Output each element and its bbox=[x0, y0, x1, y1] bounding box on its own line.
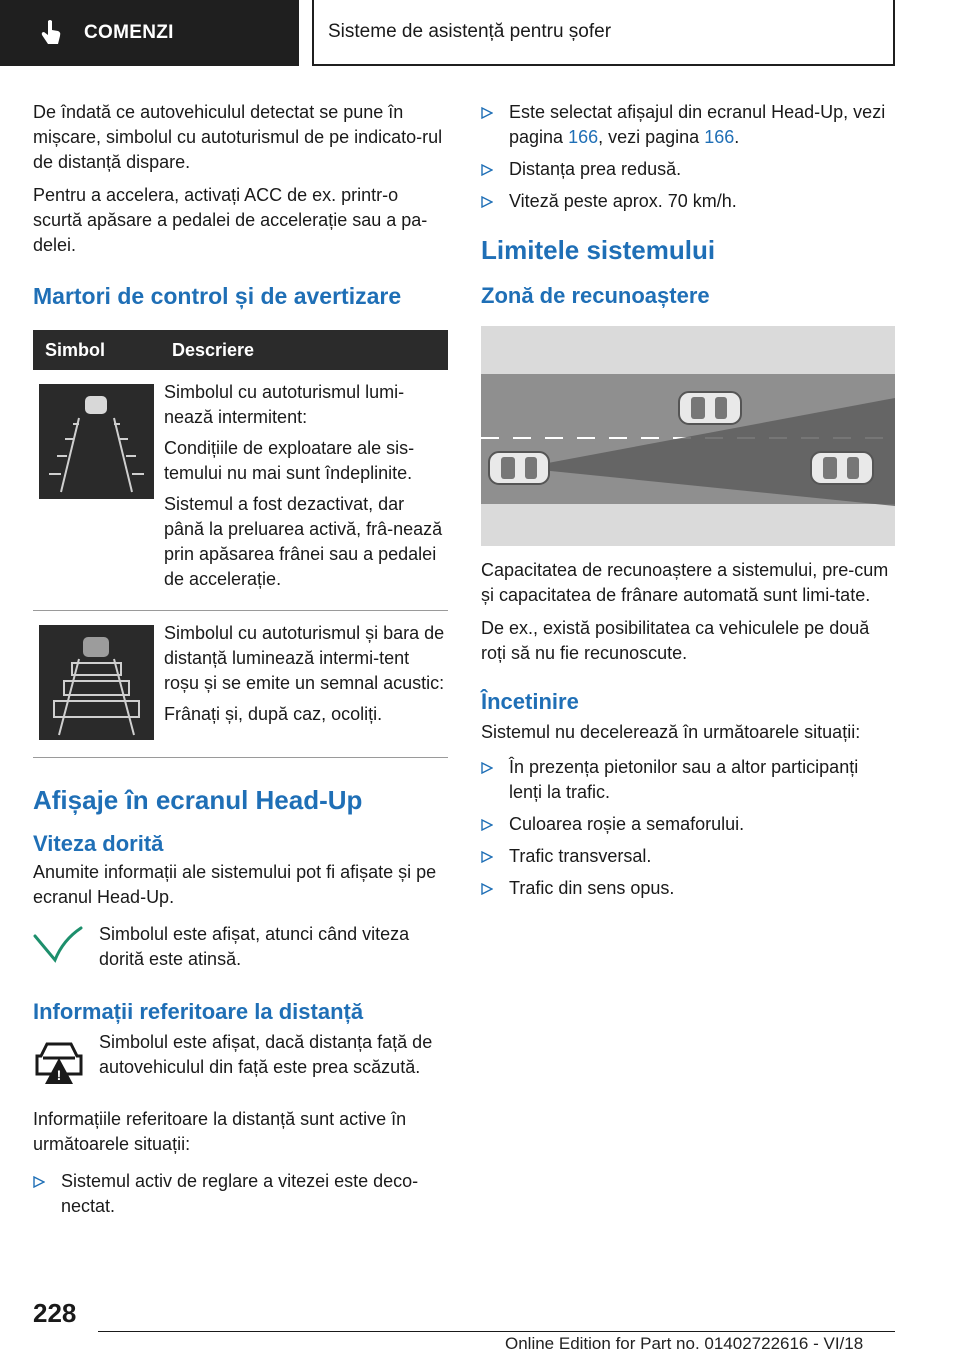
footer-divider bbox=[98, 1331, 895, 1332]
section-label: COMENZI bbox=[84, 22, 174, 43]
paragraph: Pentru a accelera, activați ACC de ex. printr-o scurtă apăsare a pedalei de accelerație sau a pa-delei. bbox=[33, 185, 428, 255]
table-cell-text: Sistemul a fost dezactivat, dar până la preluarea activă, frâ-nează prin apăsarea frânei sau a pedalei de accelerație. bbox=[164, 494, 443, 589]
paragraph: De ex., există posibilitatea ca vehiculele pe două roți să nu fie recunoscute. bbox=[481, 618, 870, 663]
symbol-table bbox=[33, 330, 448, 758]
heading-martori: Martori de control și de avertizare bbox=[33, 283, 402, 309]
table-row bbox=[33, 370, 448, 611]
page-link[interactable]: 166 bbox=[568, 127, 599, 147]
table-cell-text: Simbolul cu autoturismul lumi-nează intermitent: bbox=[164, 382, 405, 427]
triangle-bullet-icon bbox=[481, 196, 493, 208]
left-column bbox=[33, 100, 448, 1226]
paragraph: Sistemul nu decelerează în următoarele situații: bbox=[481, 722, 861, 742]
car-distance-bar-icon bbox=[39, 625, 154, 740]
icon-description-row bbox=[33, 922, 448, 972]
triangle-bullet-icon bbox=[481, 164, 493, 176]
svg-text:!: ! bbox=[56, 1067, 62, 1083]
list-item: Viteză peste aprox. 70 km/h. bbox=[481, 189, 895, 214]
checkmark-speed-icon bbox=[33, 922, 83, 966]
triangle-bullet-icon bbox=[481, 107, 493, 119]
table-header-symbol: Simbol bbox=[33, 330, 160, 370]
heading-limite: Limitele sistemului bbox=[481, 235, 716, 265]
heading-incetinire: Încetinire bbox=[481, 689, 579, 714]
chapter-title: Sisteme de asistență pentru șofer bbox=[328, 21, 612, 42]
icon-description: Simbolul este afișat, dacă distanța față de autovehiculul din față este prea scăzută. bbox=[99, 1032, 433, 1077]
page-link[interactable]: 166 bbox=[704, 127, 735, 147]
table-cell-text: Condițiile de exploatare ale sis-temului nu mai sunt îndeplinite. bbox=[164, 438, 415, 483]
triangle-bullet-icon bbox=[481, 851, 493, 863]
table-row bbox=[33, 611, 448, 758]
list-item: În prezența pietonilor sau a altor participanți lenți la trafic. bbox=[481, 755, 895, 805]
car-warning-icon bbox=[33, 1038, 85, 1088]
detection-zone-illustration bbox=[481, 326, 895, 546]
paragraph: Capacitatea de recunoaștere a sistemului, pre-cum și capacitatea de frânare automată sunt limi-tate. bbox=[481, 560, 889, 605]
page-header bbox=[0, 0, 960, 66]
list-item: Trafic transversal. bbox=[481, 844, 895, 869]
triangle-bullet-icon bbox=[481, 819, 493, 831]
paragraph: De îndată ce autovehiculul detectat se pune în mișcare, simbolul cu autoturismul de pe indicato-rul de distanță dispare. bbox=[33, 102, 443, 172]
edition-text: Online Edition for Part no. 01402722616 - VI/18 bbox=[505, 1334, 864, 1353]
heading-afisaje: Afișaje în ecranul Head-Up bbox=[33, 785, 363, 815]
car-top-view bbox=[811, 452, 873, 484]
triangle-bullet-icon bbox=[33, 1176, 45, 1188]
table-cell-text: Frânați și, după caz, ocoliți. bbox=[164, 704, 383, 724]
car-flashing-indicator-icon bbox=[39, 384, 154, 499]
heading-zona: Zonă de recunoaștere bbox=[481, 283, 710, 308]
list-item: Sistemul activ de reglare a vitezei este deco-nectat. bbox=[33, 1169, 448, 1219]
list-item: Distanța prea redusă. bbox=[481, 157, 895, 182]
list-item: Trafic din sens opus. bbox=[481, 876, 895, 901]
paragraph: Anumite informații ale sistemului pot fi afișate și pe ecranul Head-Up. bbox=[33, 862, 437, 907]
triangle-bullet-icon bbox=[481, 762, 493, 774]
section-tab[interactable] bbox=[0, 0, 299, 66]
chapter-title-box bbox=[312, 0, 895, 66]
heading-viteza: Viteza dorită bbox=[33, 831, 164, 856]
car-top-view bbox=[489, 452, 549, 484]
heading-info-distanta: Informații referitoare la distanță bbox=[33, 999, 364, 1024]
list-item: Este selectat afișajul din ecranul Head-Up, vezi pagina 166, vezi pagina 166. bbox=[481, 100, 895, 150]
page-number: 228 bbox=[33, 1298, 77, 1328]
hand-pointer-icon bbox=[40, 19, 62, 47]
table-header-description: Descriere bbox=[160, 330, 448, 370]
car-top-view bbox=[679, 392, 741, 424]
icon-description: Simbolul este afișat, atunci când viteza dorită este atinsă. bbox=[99, 924, 410, 969]
table-cell-text: Simbolul cu autoturismul și bara de distanță luminează intermi-tent roșu și se emite un semnal acustic: bbox=[164, 623, 445, 693]
paragraph: Informațiile referitoare la distanță sunt active în următoarele situații: bbox=[33, 1109, 407, 1154]
list-item: Culoarea roșie a semaforului. bbox=[481, 812, 895, 837]
triangle-bullet-icon bbox=[481, 883, 493, 895]
right-column bbox=[481, 100, 895, 908]
icon-description-row bbox=[33, 1030, 448, 1093]
